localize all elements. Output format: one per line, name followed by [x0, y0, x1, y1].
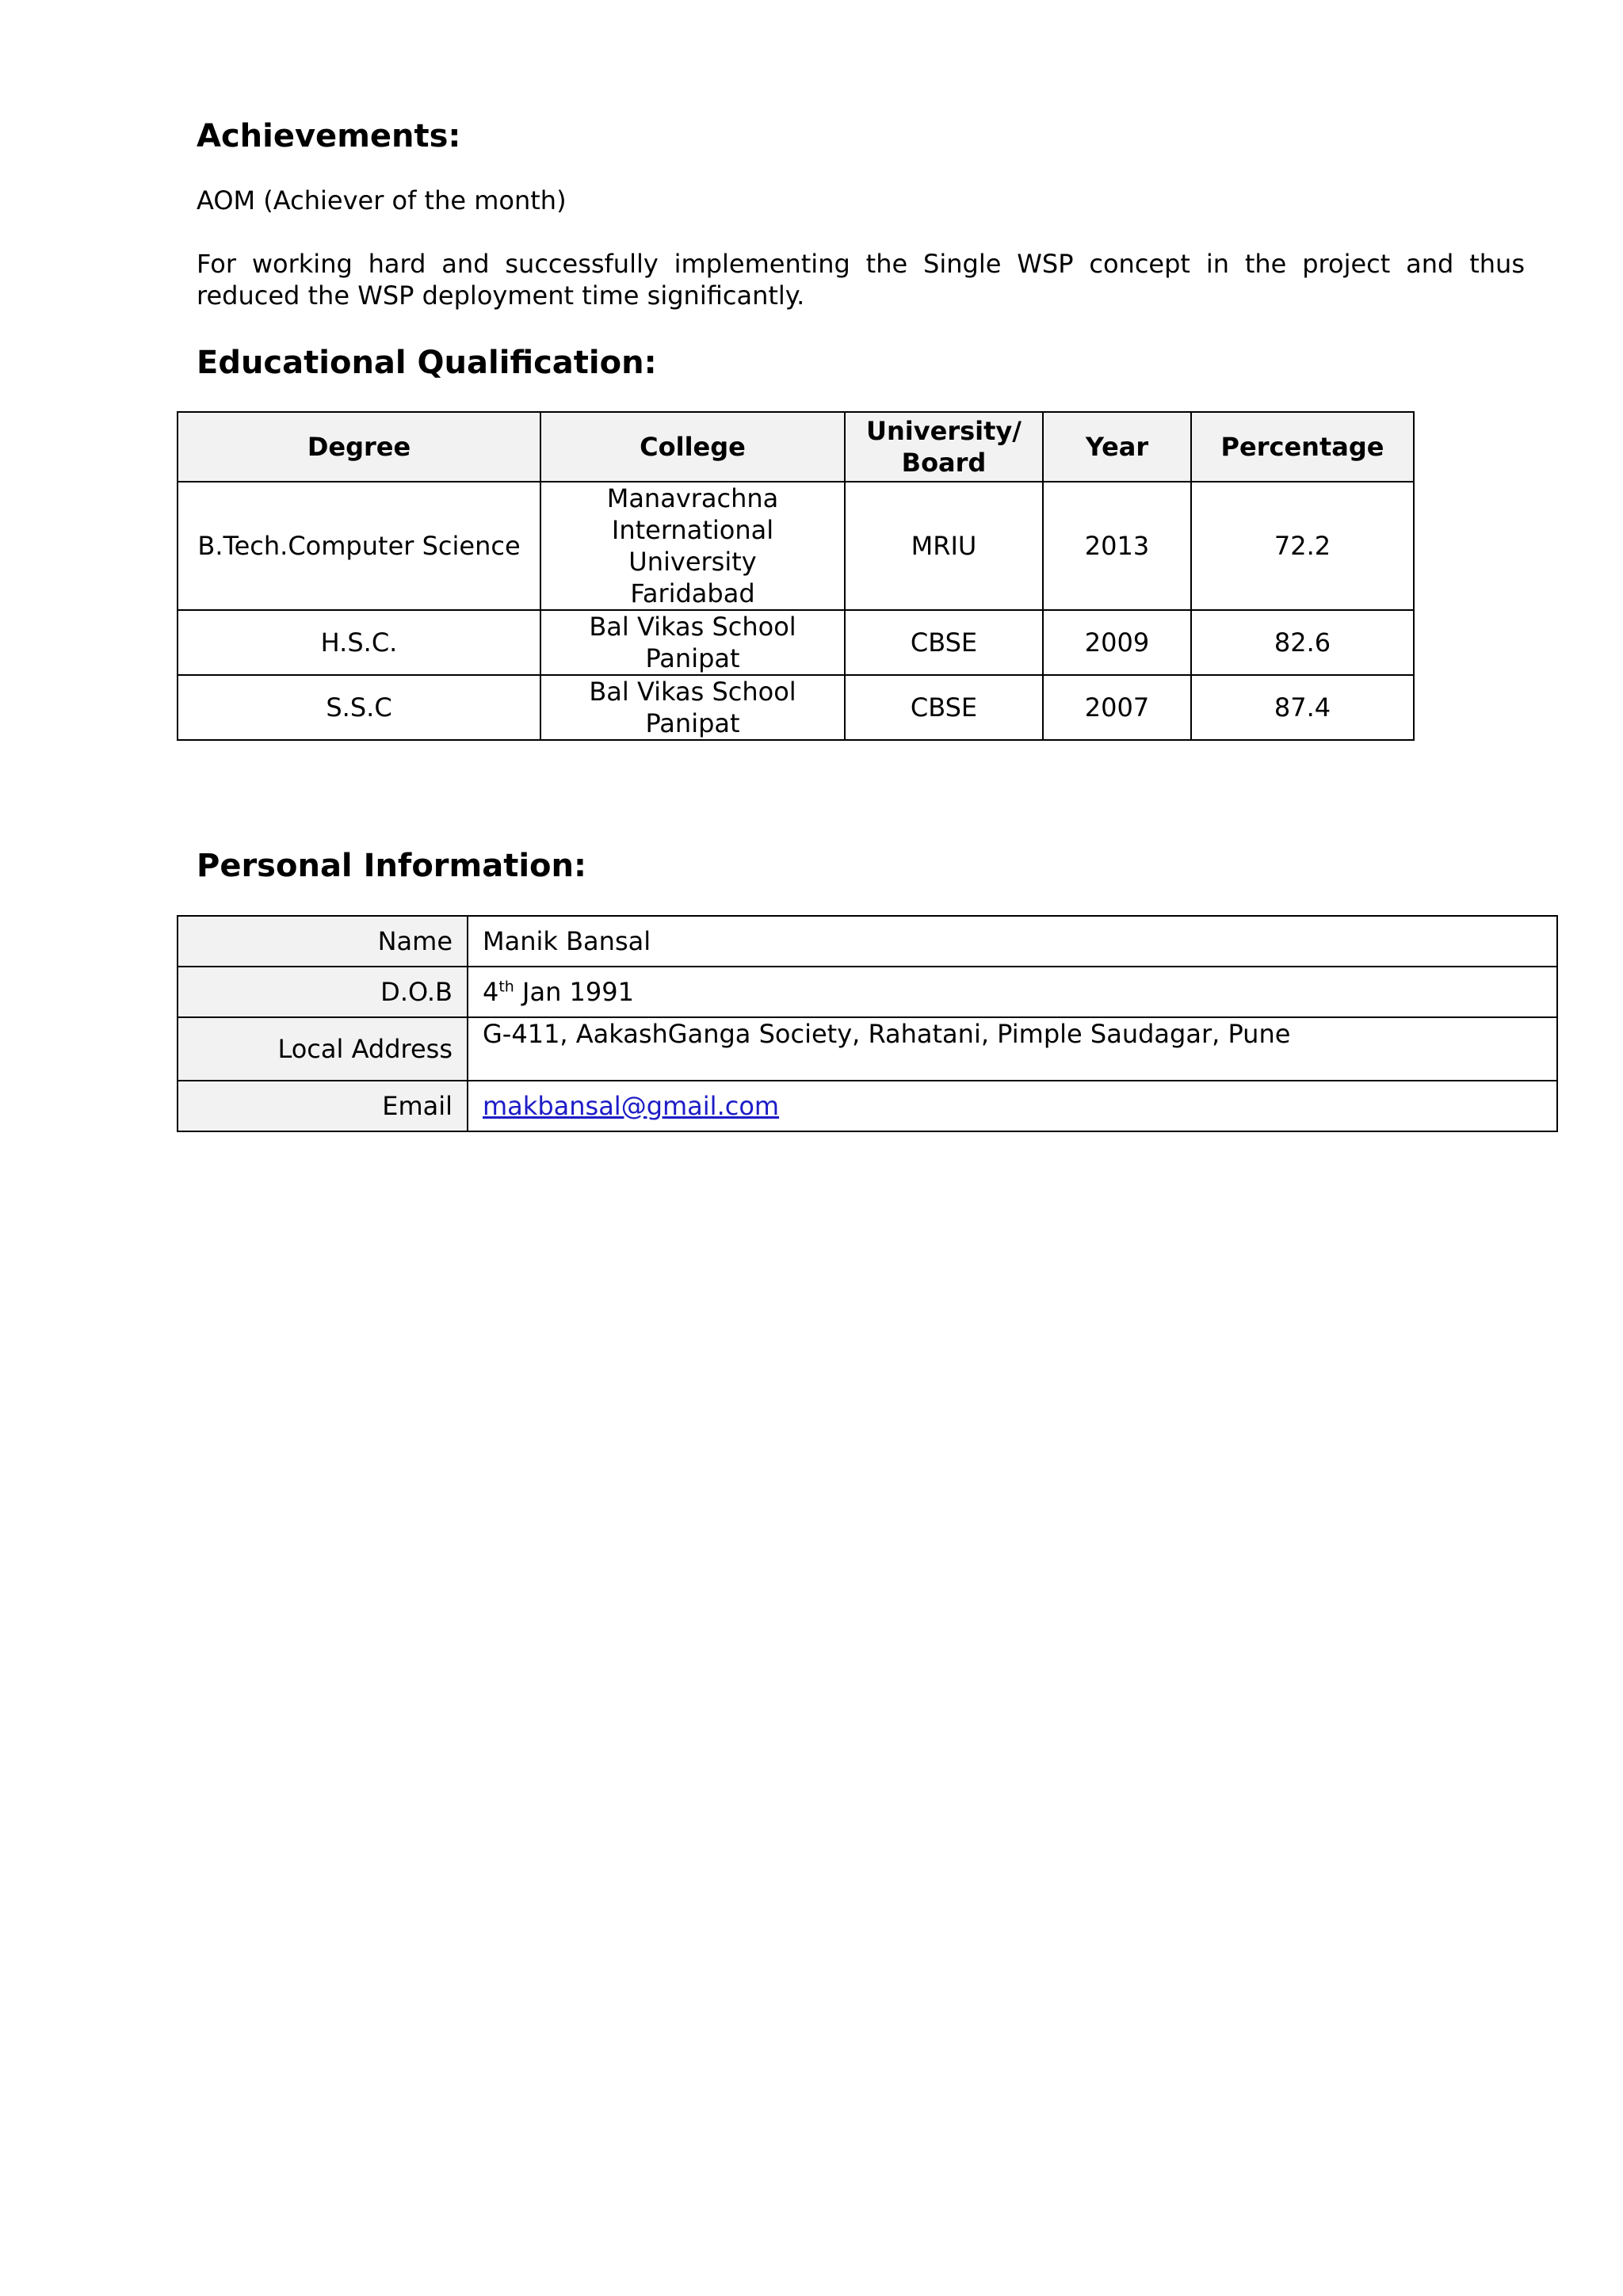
column-header-university-line2: Board — [901, 448, 987, 478]
college-line: Panipat — [645, 708, 740, 738]
college-cell — [540, 675, 845, 740]
name-value: Manik Bansal — [468, 916, 1557, 967]
dob-suffix: th — [498, 978, 514, 996]
college-line: University — [628, 547, 757, 577]
education-table — [177, 411, 1415, 741]
address-row — [178, 1017, 1557, 1081]
column-header-university-line1: University/ — [866, 416, 1022, 446]
dob-label: D.O.B — [178, 967, 468, 1017]
personal-info-heading: Personal Information: — [197, 848, 586, 884]
dob-day: 4 — [483, 977, 499, 1007]
college-line: Faridabad — [630, 578, 755, 608]
dob-row — [178, 967, 1557, 1017]
name-label: Name — [178, 916, 468, 967]
degree-cell: S.S.C — [178, 675, 540, 740]
percentage-cell: 72.2 — [1191, 482, 1414, 610]
column-header-degree: Degree — [178, 412, 540, 482]
percentage-cell: 82.6 — [1191, 610, 1414, 675]
year-cell: 2013 — [1043, 482, 1191, 610]
column-header-year: Year — [1043, 412, 1191, 482]
college-line: Bal Vikas School — [589, 612, 796, 642]
email-cell — [468, 1081, 1557, 1131]
personal-info-table — [177, 915, 1558, 1132]
college-line: Bal Vikas School — [589, 677, 796, 707]
college-line: International — [611, 515, 774, 545]
education-header-row — [178, 412, 1414, 482]
dob-month-year: Jan 1991 — [514, 977, 634, 1007]
email-row — [178, 1081, 1557, 1131]
table-row — [178, 610, 1414, 675]
email-link[interactable]: makbansal@gmail.com — [483, 1091, 780, 1121]
column-header-university — [845, 412, 1043, 482]
table-row — [178, 675, 1414, 740]
column-header-percentage: Percentage — [1191, 412, 1414, 482]
achievements-heading: Achievements: — [197, 118, 461, 154]
college-line: Manavrachna — [606, 483, 779, 513]
board-cell: CBSE — [845, 675, 1043, 740]
college-line: Panipat — [645, 643, 740, 673]
achievement-title: AOM (Achiever of the month) — [197, 185, 567, 215]
dob-value — [468, 967, 1557, 1017]
board-cell: CBSE — [845, 610, 1043, 675]
year-cell: 2009 — [1043, 610, 1191, 675]
name-row — [178, 916, 1557, 967]
education-heading: Educational Qualification: — [197, 345, 657, 381]
percentage-cell: 87.4 — [1191, 675, 1414, 740]
address-value: G-411, AakashGanga Society, Rahatani, Pimple Saudagar, Pune — [468, 1017, 1557, 1081]
table-row — [178, 482, 1414, 610]
degree-cell: B.Tech.Computer Science — [178, 482, 540, 610]
college-cell — [540, 482, 845, 610]
address-label: Local Address — [178, 1017, 468, 1081]
year-cell: 2007 — [1043, 675, 1191, 740]
degree-cell: H.S.C. — [178, 610, 540, 675]
college-cell — [540, 610, 845, 675]
email-label: Email — [178, 1081, 468, 1131]
board-cell: MRIU — [845, 482, 1043, 610]
column-header-college: College — [540, 412, 845, 482]
achievement-description: For working hard and successfully implementing the Single WSP concept in the project and thus reduced the WSP deployment time significantly. — [197, 249, 1525, 311]
